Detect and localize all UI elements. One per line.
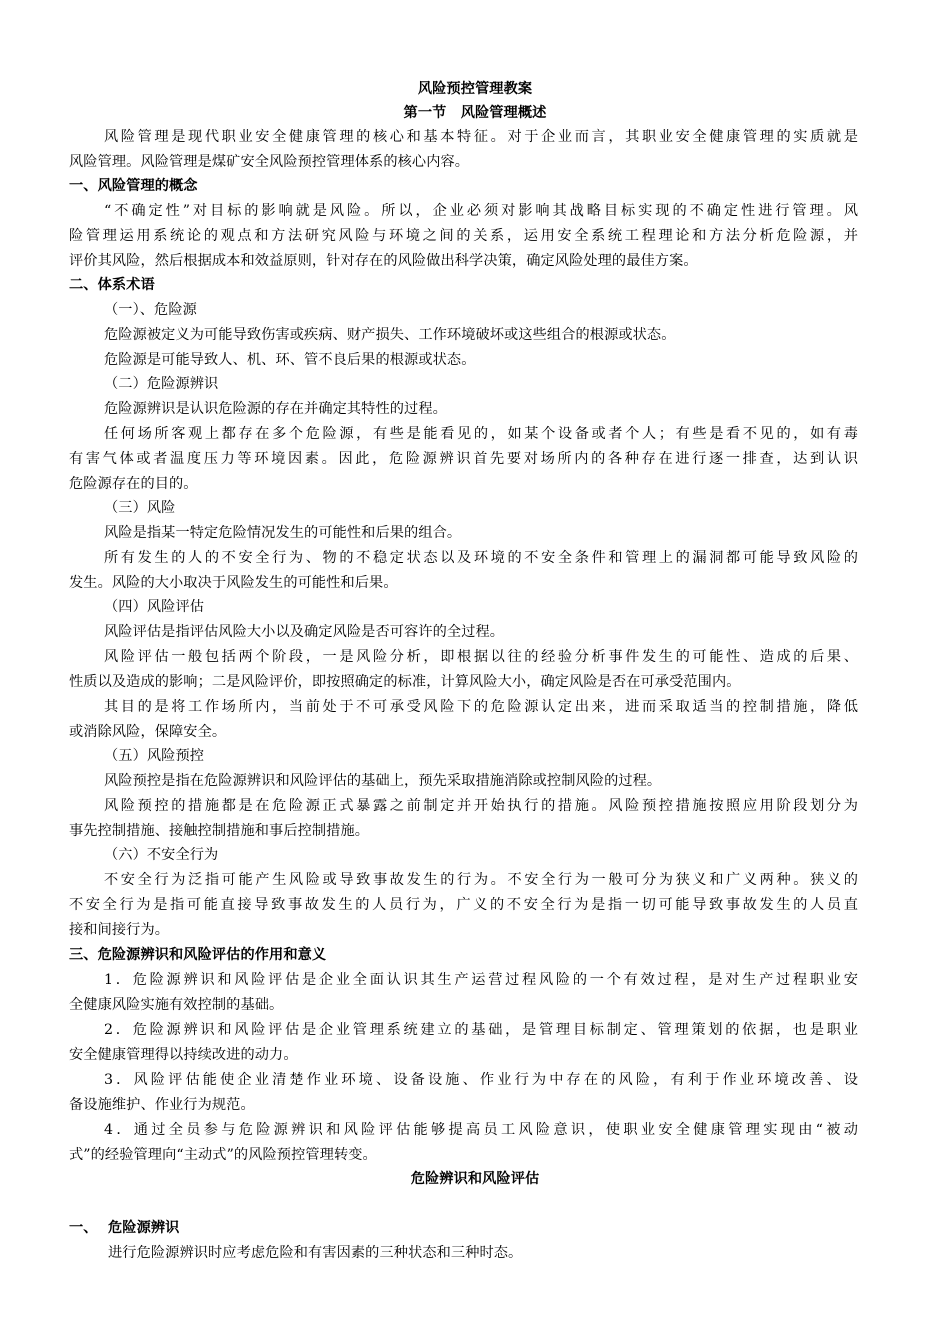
paragraph-line: 式”的经验管理向“主动式”的风险预控管理转变。	[69, 1147, 377, 1163]
paragraph-line: 备设施维护、作业行为规范。	[69, 1097, 255, 1113]
paragraph-line: 4．通过全员参与危险源辨识和风险评估能够提高员工风险意识，使职业安全健康管理实现由“被动	[104, 1122, 858, 1138]
paragraph-line: 2．危险源辨识和风险评估是企业管理系统建立的基础，是管理目标制定、管理策划的依据，也是职业	[104, 1022, 858, 1038]
paragraph-line: 风险预控的措施都是在危险源正式暴露之前制定并开始执行的措施。风险预控措施按照应用阶段划分为	[104, 798, 858, 814]
paragraph-line: 危险源被定义为可能导致伤害或疾病、财产损失、工作环境破坏或这些组合的根源或状态。	[104, 327, 676, 343]
paragraph-line: 风险评估一般包括两个阶段，一是风险分析，即根据以往的经验分析事件发生的可能性、造成的后果、	[104, 649, 858, 665]
paragraph-line: 风险预控是指在危险源辨识和风险评估的基础上，预先采取措施消除或控制风险的过程。	[104, 773, 662, 789]
paragraph-line: 风险评估是指评估风险大小以及确定风险是否可容许的全过程。	[104, 624, 505, 640]
subheading: （一）、危险源	[104, 302, 197, 318]
paragraph-line: 或消除风险，保障安全。	[69, 724, 227, 740]
paragraph-line: 不安全行为泛指可能产生风险或导致事故发生的行为。不安全行为一般可分为狭义和广义两种。狭义的	[104, 872, 858, 888]
paragraph-line: 有害气体或者温度压力等环境因素。因此，危险源辨识首先要对场所内的各种存在进行逐一排查，达到认识	[69, 451, 858, 467]
paragraph-line: 性质以及造成的影响；二是风险评价，即按照确定的标准，计算风险大小，确定风险是否在可承受范围内。	[69, 674, 741, 690]
paragraph-line: 3．风险评估能使企业清楚作业环境、设备设施、作业行为中存在的风险，有利于作业环境改善、设	[104, 1072, 858, 1088]
subheading: （三）风险	[104, 500, 176, 516]
heading-number: 一、	[69, 1220, 98, 1236]
heading: 一、风险管理的概念	[69, 178, 198, 194]
section-title: 危险辨识和风险评估	[410, 1171, 540, 1187]
paragraph-line: 进行危险源辨识时应考虑危险和有害因素的三种状态和三种时态。	[108, 1245, 523, 1261]
subheading: （六）不安全行为	[104, 847, 219, 863]
subheading: （五）风险预控	[104, 748, 205, 764]
heading: 二、体系术语	[69, 277, 155, 293]
paragraph-line: 险管理运用系统论的观点和方法研究风险与环境之间的关系，运用安全系统工程理论和方法分析危险源，并	[69, 228, 858, 244]
paragraph-line: 任何场所客观上都存在多个危险源，有些是能看见的，如某个设备或者个人；有些是看不见的，如有毒	[104, 426, 858, 442]
paragraph-line: 发生。风险的大小取决于风险发生的可能性和后果。	[69, 575, 398, 591]
paragraph-line: 风险管理是现代职业安全健康管理的核心和基本特征。对于企业而言，其职业安全健康管理的实质就是	[104, 129, 858, 145]
paragraph-line: 其目的是将工作场所内，当前处于不可承受风险下的危险源认定出来，进而采取适当的控制措施，降低	[104, 699, 858, 715]
heading: 危险源辨识	[108, 1220, 180, 1236]
paragraph-line: 不安全行为是指可能直接导致事故发生的人员行为，广义的不安全行为是指一切可能导致事故发生的人员直	[69, 897, 858, 913]
heading: 三、危险源辨识和风险评估的作用和意义	[69, 947, 327, 963]
paragraph-line: 危险源存在的目的。	[69, 476, 198, 492]
paragraph-line: 所有发生的人的不安全行为、物的不稳定状态以及环境的不安全条件和管理上的漏洞都可能导致风险的	[104, 550, 858, 566]
paragraph-line: 风险管理。风险管理是煤矿安全风险预控管理体系的核心内容。	[69, 154, 470, 170]
subheading: （四）风险评估	[104, 599, 205, 615]
subheading: （二）危险源辨识	[104, 376, 219, 392]
paragraph-line: 1．危险源辨识和风险评估是企业全面认识其生产运营过程风险的一个有效过程，是对生产过程职业安	[104, 972, 858, 988]
paragraph-line: “不确定性”对目标的影响就是风险。所以，企业必须对影响其战略目标实现的不确定性进行管理。风	[104, 203, 858, 219]
section-title: 第一节 风险管理概述	[403, 105, 547, 121]
paragraph-line: 风险是指某一特定危险情况发生的可能性和后果的组合。	[104, 525, 462, 541]
paragraph-line: 安全健康管理得以持续改进的动力。	[69, 1047, 298, 1063]
paragraph-line: 全健康风险实施有效控制的基础。	[69, 997, 284, 1013]
paragraph-line: 评价其风险，然后根据成本和效益原则，针对存在的风险做出科学决策，确定风险处理的最佳方案。	[69, 253, 698, 269]
paragraph-line: 危险源辨识是认识危险源的存在并确定其特性的过程。	[104, 401, 447, 417]
paragraph-line: 事先控制措施、接触控制措施和事后控制措施。	[69, 823, 370, 839]
paragraph-line: 危险源是可能导致人、机、环、管不良后果的根源或状态。	[104, 352, 476, 368]
paragraph-line: 接和间接行为。	[69, 922, 170, 938]
document-title: 风险预控管理教案	[417, 81, 533, 97]
